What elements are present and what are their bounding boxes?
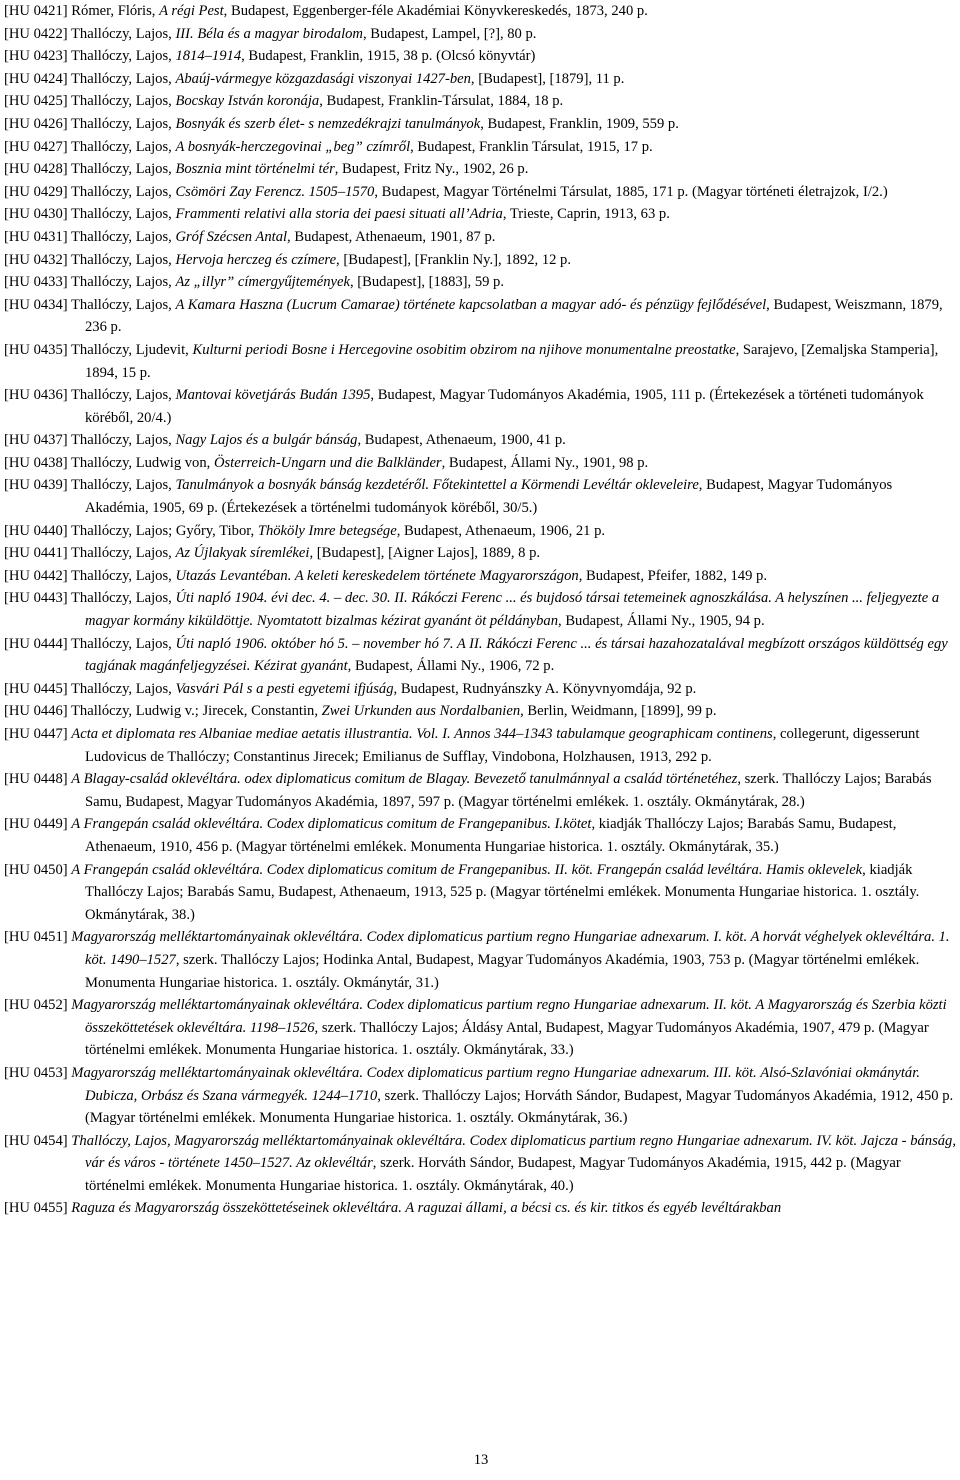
entry-title: Raguza és Magyarország összeköttetéseinek oklevéltára. A raguzai állami, a bécsi cs. és kir. titkos és egyéb levéltárakban [71,1200,782,1217]
bibliography-entry [4,68,958,91]
entry-text: [HU 0433] Thallóczy, Lajos, [4,274,176,291]
entry-text: [HU 0424] Thallóczy, Lajos, [4,70,176,87]
entry-title: Gróf Szécsen Antal [175,228,288,245]
entry-text: [HU 0440] Thallóczy, Lajos; Győry, Tibor, [4,522,258,539]
entry-text: , collegerunt, digesserunt Ludovicus de Thallóczy; Constantinus Jirecek; Emilianus de Sufflay, Vindobona, Holzhausen, 1913, 292 p. [85,726,920,765]
entry-title: A Frangepán család oklevéltára. Codex diplomaticus comitum de Frangepanibus. II. köt. Frangepán család levéltára. Hamis oklevelek [71,861,863,878]
entry-text: [HU 0453] [4,1064,72,1081]
bibliography-entry [4,813,958,858]
entry-title: Magyarország melléktartományainak oklevéltára. Codex diplomaticus partium regno Hungariae adnexarum. II. köt. A Magyarország és Szerbia közti összeköttetések oklevéltára. 1198–1526 [71,997,947,1036]
entry-text: [HU 0452] [4,997,72,1014]
entry-title: Tanulmányok a bosnyák bánság kezdetéről. Főtekintettel a Körmendi Levéltár okleveleire [175,477,699,494]
entry-title: Hervoja herczeg és czímere [175,251,337,268]
entry-title: III. Béla és a magyar birodalom [175,25,363,42]
entry-text: [HU 0430] Thallóczy, Lajos, [4,206,176,223]
entry-text: , Budapest, Athenaeum, 1900, 41 p. [357,432,566,449]
entry-text: , kiadják Thallóczy Lajos; Barabás Samu, Budapest, Athenaeum, 1913, 525 p. (Magyar történelmi emlékek. Monumenta Hungariae historica. 1. osztály. Okmánytárak, 38.) [85,861,920,923]
entry-title: Thallóczy, Lajos, Magyarország melléktartományainak oklevéltára. Codex diplomaticus partium regno Hungariae adnexarum. IV. köt. Jajcza - bánság, vár és város - története 1450–1527. Az oklevéltár [71,1132,957,1172]
entry-title: A régi Pest [159,3,224,19]
entry-text: [HU 0446] Thallóczy, Ludwig v.; Jirecek, Constantin, [4,703,322,720]
entry-title: Vasvári Pál s a pesti egyetemi ifjúság [175,680,394,697]
entry-text: , szerk. Thallóczy Lajos; Áldásy Antal, Budapest, Magyar Tudományos Akadémia, 1907, 479 p. (Magyar történelmi emlékek. Monumenta Hungariae historica. 1. osztály. Okmánytárak, 33.) [85,1019,929,1059]
entry-text: [HU 0437] Thallóczy, Lajos, [4,432,176,449]
bibliography-entry [4,926,958,994]
entry-title: Úti napló 1906. október hó 5. – november hó 7. A II. Rákóczi Ferenc ... és társai hazahozatalával megbízott országos küldöttség egy tagjának magánfeljegyzései. Kézirat gyanánt [85,635,948,675]
entry-text: , Budapest, Magyar Történelmi Társulat, 1885, 171 p. (Magyar történeti életrajzok, I/2.) [374,183,888,200]
entry-text: , Budapest, Magyar Tudományos Akadémia, 1905, 111 p. (Értekezések a történeti tudományok köréből, 20/4.) [85,387,924,426]
entry-text: , Budapest, Állami Ny., 1906, 72 p. [347,658,555,675]
bibliography-entry [4,226,958,249]
entry-text: , Budapest, Athenaeum, 1901, 87 p. [287,228,496,245]
page-number: 13 [473,1452,489,1468]
entry-text: [HU 0441] Thallóczy, Lajos, [4,545,176,562]
bibliography-entry [4,249,958,272]
entry-text: [HU 0422] Thallóczy, Lajos, [4,25,176,42]
entry-text: [HU 0444] Thallóczy, Lajos, [4,635,176,652]
entry-text: [HU 0429] Thallóczy, Lajos, [4,183,176,200]
entry-text: , kiadják Thallóczy Lajos; Barabás Samu, Budapest, Athenaeum, 1910, 456 p. (Magyar történelmi emlékek. Monumenta Hungariae historica. 1. osztály. Okmánytárak, 35.) [85,816,897,855]
entry-title: Frammenti relativi alla storia dei paesi situati all’Adria [175,206,503,223]
bibliography-entry [4,1062,958,1130]
bibliography-entry [4,90,958,113]
document-page [4,0,958,1480]
entry-text: , Berlin, Weidmann, [1899], 99 p. [520,703,717,720]
entry-text: [HU 0447] [4,726,72,742]
entry-text: [HU 0445] Thallóczy, Lajos, [4,680,176,697]
bibliography-entry [4,542,958,565]
entry-text: [HU 0443] Thallóczy, Lajos, [4,590,176,607]
bibliography-entry [4,429,958,452]
entry-title: Acta et diplomata res Albaniae mediae aetatis illustrantia. Vol. I. Annos 344–1343 tabulamque geographicam continens [71,726,773,742]
bibliography-entry [4,1130,958,1198]
entry-text: [HU 0449] [4,816,72,833]
entry-text: , [Budapest], [Aigner Lajos], 1889, 8 p. [309,545,541,562]
entry-text: [HU 0435] Thallóczy, Ljudevit, [4,341,193,358]
bibliography-entry [4,474,958,519]
entry-text: , Budapest, Eggenberger-féle Akadémiai Könyvkereskedés, 1873, 240 p. [223,3,648,19]
entry-text: [HU 0451] [4,929,72,946]
bibliography-entry [4,271,958,294]
entry-title: Magyarország melléktartományainak oklevéltára. Codex diplomaticus partium regno Hungariae adnexarum. III. köt. Alsó-Szlavóniai okmánytár. Dubicza, Orbász és Szana vármegyék. 1244–1710 [71,1064,920,1104]
entry-text: [HU 0436] Thallóczy, Lajos, [4,387,176,404]
bibliography-entry [4,723,958,768]
entry-title: Úti napló 1904. évi dec. 4. – dec. 30. II. Rákóczi Ferenc ... és bujdosó társai tetemeinek agnoszkálása. A helyszínen ... feljegyezte a magyar kormány kiküldöttje. Nyomtatott bizalmas kézirat gyanánt öt példányban [85,590,940,630]
entry-text: , Trieste, Caprin, 1913, 63 p. [502,206,670,223]
entry-title: Bocskay István koronája [175,93,320,110]
entry-text: , [Budapest], [1879], 11 p. [470,70,625,87]
bibliography-entry [4,859,958,927]
entry-text: , Budapest, Rudnyánszky A. Könyvnyomdája, 92 p. [393,680,697,697]
entry-text: , szerk. Thallóczy Lajos; Barabás Samu, Budapest, Magyar Tudományos Akadémia, 1897, 597 p. (Magyar történelmi emlékek. 1. osztály. Okmánytárak, 28.) [85,771,932,810]
entry-text: , Budapest, Fritz Ny., 1902, 26 p. [334,161,529,178]
bibliography-entry [4,0,958,23]
entry-text: [HU 0439] Thallóczy, Lajos, [4,477,176,494]
bibliography-entry [4,339,958,384]
entry-text: , szerk. Horváth Sándor, Budapest, Magyar Tudományos Akadémia, 1915, 442 p. (Magyar történelmi emlékek. Monumenta Hungariae historica. 1. osztály. Okmánytárak, 40.) [85,1155,901,1194]
entry-text: , Budapest, Athenaeum, 1906, 21 p. [396,522,606,539]
bibliography-entry [4,633,958,678]
bibliography-entry [4,700,958,723]
bibliography-entry [4,565,958,588]
entry-text: , [Budapest], [1883], 59 p. [349,274,505,291]
entry-title: Zwei Urkunden aus Nordalbanien [321,703,521,720]
bibliography-entry [4,452,958,475]
bibliography-entry [4,294,958,339]
bibliography-entry [4,45,958,68]
entry-title: 1814–1914 [175,48,242,65]
entry-text: , Budapest, Franklin-Társulat, 1884, 18 p. [319,93,564,110]
bibliography-entry [4,587,958,632]
entry-text: [HU 0432] Thallóczy, Lajos, [4,251,176,268]
entry-text: [HU 0434] Thallóczy, Lajos, [4,296,176,313]
entry-title: Abaúj-vármegye közgazdasági viszonyai 1427-ben [175,70,471,87]
entry-text: [HU 0426] Thallóczy, Lajos, [4,115,176,132]
entry-text: [HU 0448] [4,771,72,788]
entry-title: Utazás Levantéban. A keleti kereskedelem története Magyarországon [175,567,579,584]
bibliography-entry [4,994,958,1062]
bibliography-entry [4,203,958,226]
entry-text: , Budapest, Állami Ny., 1905, 94 p. [558,613,765,630]
entry-text: , Budapest, Pfeifer, 1882, 149 p. [578,567,767,584]
entry-text: [HU 0442] Thallóczy, Lajos, [4,567,176,584]
entry-text: , [Budapest], [Franklin Ny.], 1892, 12 p. [336,251,572,268]
bibliography-entry [4,136,958,159]
entry-text: , Sarajevo, [Zemaljska Stamperia], 1894, 15 p. [85,341,939,381]
entry-text: , Budapest, Lampel, [?], 80 p. [362,25,537,42]
entry-text: [HU 0427] Thallóczy, Lajos, [4,138,176,155]
entry-title: Bosnyák és szerb élet- s nemzedékrajzi tanulmányok [175,115,481,132]
bibliography-entry [4,181,958,204]
bibliography-entry [4,520,958,543]
bibliography-entry [4,678,958,701]
entry-title: Az „illyr” címergyűjtemények [175,274,350,291]
entry-text: , Budapest, Franklin, 1915, 38 p. (Olcsó könyvtár) [241,48,536,65]
entry-text: , Budapest, Állami Ny., 1901, 98 p. [441,454,649,471]
entry-title: A Frangepán család oklevéltára. Codex diplomaticus comitum de Frangepanibus. I.kötet [71,816,592,833]
entry-text: [HU 0450] [4,861,72,878]
entry-title: Kulturni periodi Bosne i Hercegovine osobitim obzirom na njihove monumentalne preostatke [192,341,736,358]
bibliography-entry [4,158,958,181]
bibliography-list [4,0,958,1220]
entry-text: [HU 0454] [4,1132,72,1149]
entry-text: , Budapest, Franklin Társulat, 1915, 17 p. [410,138,653,155]
entry-title: A bosnyák-herczegovinai „beg” czímről [175,138,411,155]
entry-title: Thököly Imre betegsége [257,522,397,539]
entry-text: [HU 0421] Rómer, Flóris, [4,3,160,19]
bibliography-entry [4,23,958,46]
bibliography-entry [4,113,958,136]
entry-title: Csömöri Zay Ferencz. 1505–1570 [175,183,375,200]
bibliography-entry [4,1197,958,1220]
entry-text: , szerk. Thallóczy Lajos; Horváth Sándor, Budapest, Magyar Tudományos Akadémia, 1912, 450 p. (Magyar történelmi emlékek. Monumenta Hungariae historica. 1. osztály. Okmánytárak, 36.) [85,1087,954,1127]
entry-text: [HU 0425] Thallóczy, Lajos, [4,93,176,110]
entry-title: Bosznia mint történelmi tér [175,161,335,178]
entry-text: , Budapest, Magyar Tudományos Akadémia, 1905, 69 p. (Értekezések a történelmi tudományok köréből, 30/5.) [85,477,893,517]
entry-text: [HU 0455] [4,1200,72,1217]
bibliography-entry [4,768,958,813]
entry-title: Az Újlakyak síremlékei [175,545,310,562]
entry-title: A Blagay-család oklevéltára. odex diplomaticus comitum de Blagay. Bevezető tanulmánnyal a család történetéhez [71,771,738,788]
entry-text: [HU 0431] Thallóczy, Lajos, [4,228,176,245]
entry-text: , Budapest, Franklin, 1909, 559 p. [480,115,679,132]
entry-title: Mantovai követjárás Budán 1395 [175,387,371,404]
entry-text: [HU 0438] Thallóczy, Ludwig von, [4,454,214,471]
entry-text: [HU 0423] Thallóczy, Lajos, [4,48,176,65]
bibliography-entry [4,384,958,429]
entry-title: Österreich-Ungarn und die Balkländer [213,454,442,471]
entry-title: Magyarország melléktartományainak oklevéltára. Codex diplomaticus partium regno Hungariae adnexarum. I. köt. A horvát véghelyek oklevéltára. 1. köt. 1490–1527 [71,929,950,968]
entry-text: , szerk. Thallóczy Lajos; Hodinka Antal, Budapest, Magyar Tudományos Akadémia, 1903, 753 p. (Magyar történelmi emlékek. Monumenta Hungariae historica. 1. osztály. Okmánytár, 31.) [85,951,920,991]
entry-text: [HU 0428] Thallóczy, Lajos, [4,161,176,178]
entry-title: A Kamara Haszna (Lucrum Camarae) története kapcsolatban a magyar adó- és pénzügy fejlődésével [175,296,767,313]
entry-title: Nagy Lajos és a bulgár bánság [175,432,358,449]
entry-text: , Budapest, Weiszmann, 1879, 236 p. [85,296,943,336]
